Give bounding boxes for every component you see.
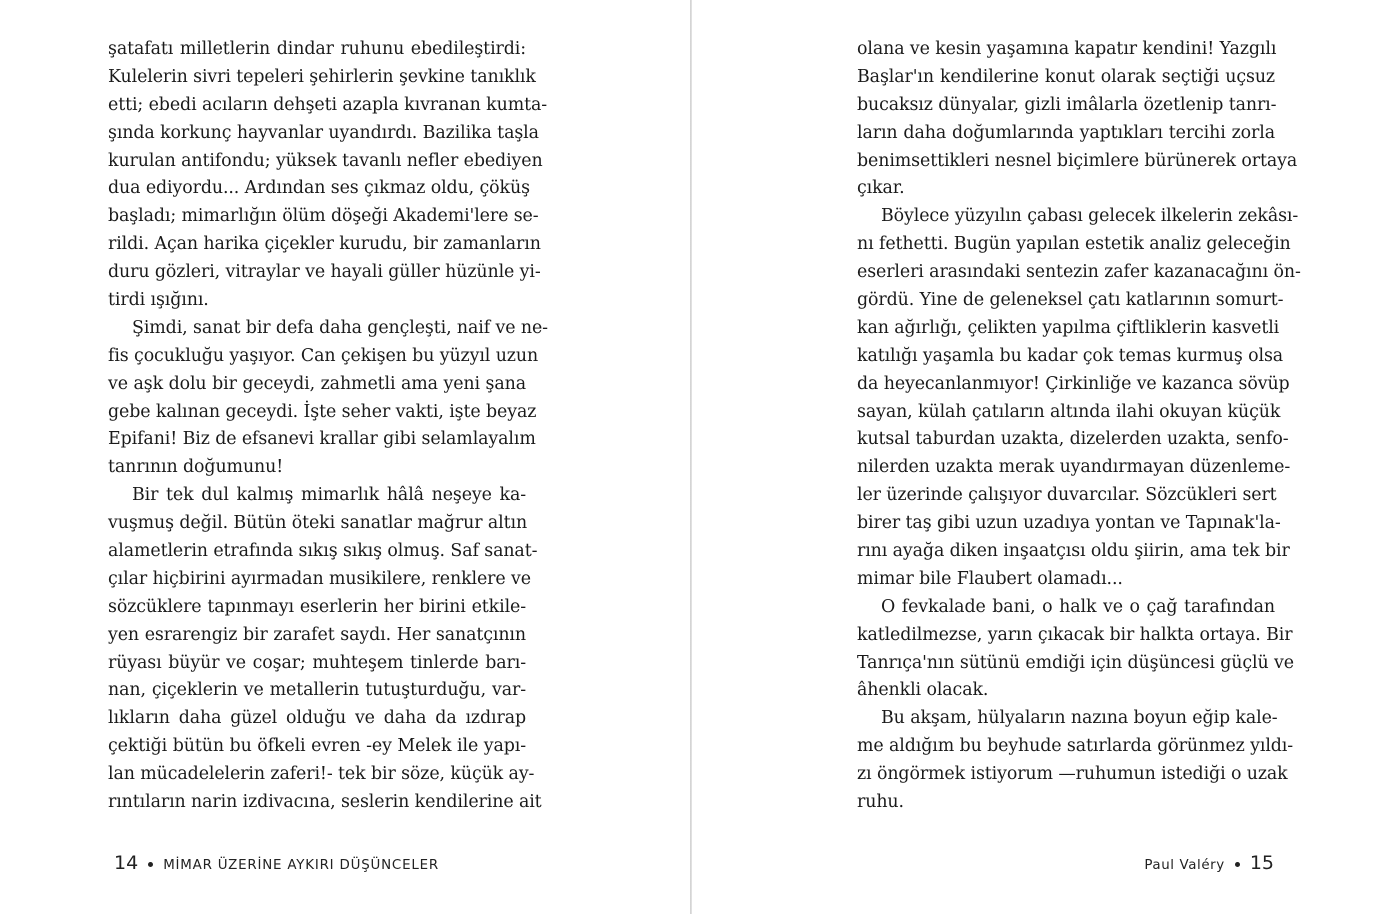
text-line: Şimdi, sanat bir defa daha gençleşti, naif ve ne- xyxy=(132,317,548,338)
bullet-separator-icon xyxy=(1235,862,1240,867)
text-line: çılar hiçbirini ayırmadan musikilere, renklere ve xyxy=(108,568,531,589)
text-line: benimsettikleri nesnel biçimlere bürünerek ortaya xyxy=(857,150,1298,171)
right-page-footer xyxy=(1144,852,1274,874)
text-line: kutsal taburdan uzakta, dizelerden uzakta, senfo- xyxy=(857,429,1289,450)
text-line: zı öngörmek istiyorum —ruhumun istediği o uzak xyxy=(857,764,1288,785)
text-line: O fevkalade bani, o halk ve o çağ tarafından xyxy=(881,596,1275,617)
text-line: rıntıların narin izdivacına, seslerin kendilerine ait xyxy=(108,792,542,813)
running-head-author: Paul Valéry xyxy=(1144,858,1225,873)
bullet-separator-icon xyxy=(148,862,153,867)
text-line: nan, çiçeklerin ve metallerin tutuşturduğu, var- xyxy=(108,680,526,701)
text-line: rüyası büyür ve coşar; muhteşem tinlerde barı- xyxy=(108,652,526,673)
text-line: duru gözleri, vitraylar ve hayali güller hüzünle yi- xyxy=(108,262,541,283)
text-line: olana ve kesin yaşamına kapatır kendini! Yazgılı xyxy=(857,39,1277,59)
text-line: katılığı yaşamla bu kadar çok temas kurmuş olsa xyxy=(857,345,1284,366)
right-page xyxy=(692,0,1380,914)
text-line: sözcüklere tapınmayı eserlerin her birini etkile- xyxy=(108,596,526,617)
text-line: me aldığım bu beyhude satırlarda görünmez yıldı- xyxy=(857,736,1294,757)
text-line: ve aşk dolu bir geceydi, zahmetli ama yeni şana xyxy=(108,373,526,394)
text-line: Epifani! Biz de efsanevi krallar gibi selamlayalım xyxy=(108,429,536,450)
text-line: şatafatı milletlerin dindar ruhunu ebedileştirdi: xyxy=(108,39,526,59)
text-line: tirdi ışığını. xyxy=(108,290,209,311)
text-line: kan ağırlığı, çelikten yapılma çiftliklerin kasvetli xyxy=(857,317,1280,338)
text-line: da heyecanlanmıyor! Çirkinliğe ve kazanca sövüp xyxy=(857,373,1290,394)
text-line: rını ayağa diken inşaatçısı oldu şiirin, ama tek bir xyxy=(857,541,1290,562)
text-line: mimar bile Flaubert olamadı... xyxy=(857,568,1123,589)
text-line: tanrının doğumunu! xyxy=(108,457,284,478)
text-line: birer taş gibi uzun uzadıya yontan ve Tapınak'la- xyxy=(857,513,1281,534)
text-line: nilerden uzakta merak uyandırmayan düzenleme- xyxy=(857,457,1291,478)
text-line: ların daha doğumlarında yaptıkları tercihi zorla xyxy=(857,122,1275,143)
text-line: ruhu. xyxy=(857,792,904,813)
text-line: fis çocukluğu yaşıyor. Can çekişen bu yüzyıl uzun xyxy=(108,345,539,366)
text-line: rildi. Açan harika çiçekler kurudu, bir zamanların xyxy=(108,234,541,255)
text-line: vuşmuş değil. Bütün öteki sanatlar mağrur altın xyxy=(108,513,528,534)
text-line: çıkar. xyxy=(857,178,905,199)
text-line: dua ediyordu... Ardından ses çıkmaz oldu, çöküş xyxy=(108,178,530,199)
text-line: gördü. Yine de geleneksel çatı katlarının somurt- xyxy=(857,290,1284,311)
left-page-footer xyxy=(114,852,439,874)
text-line: lıkların daha güzel olduğu ve daha da ızdırap xyxy=(108,708,526,729)
page-number: 14 xyxy=(114,852,139,874)
text-line: sayan, külah çatıların altında ilahi okuyan küçük xyxy=(857,401,1281,422)
text-line: yen esrarengiz bir zarafet saydı. Her sanatçının xyxy=(108,624,526,645)
text-line: ler üzerinde çalışıyor duvarcılar. Sözcükleri sert xyxy=(857,485,1277,506)
text-line: Bir tek dul kalmış mimarlık hâlâ neşeye ka- xyxy=(132,485,526,506)
text-line: başladı; mimarlığın ölüm döşeği Akademi'lere se- xyxy=(108,206,539,227)
text-line: şında korkunç hayvanlar uyandırdı. Bazilika taşla xyxy=(108,122,539,143)
text-line: nı fethetti. Bugün yapılan estetik analiz geleceğin xyxy=(857,234,1291,255)
text-line: alametlerin etrafında sıkış sıkış olmuş. Saf sanat- xyxy=(108,541,538,562)
text-line: lan mücadelelerin zaferi!- tek bir söze, küçük ay- xyxy=(108,764,535,785)
text-line: Kulelerin sivri tepeleri şehirlerin şevkine tanıklık xyxy=(108,66,536,87)
text-line: bucaksız dünyalar, gizli imâlarla özetlenip tanrı- xyxy=(857,94,1277,115)
text-line: katledilmezse, yarın çıkacak bir halkta ortaya. Bir xyxy=(857,624,1293,645)
text-line: etti; ebedi acıların dehşeti azapla kıvranan kumta- xyxy=(108,94,548,115)
text-line: eserleri arasındaki sentezin zafer kazanacağını ön- xyxy=(857,262,1301,283)
right-page-text xyxy=(857,36,1301,817)
text-line: Başlar'ın kendilerine konut olarak seçtiği uçsuz xyxy=(857,66,1275,87)
text-line: Tanrıça'nın sütünü emdiği için düşüncesi güçlü ve xyxy=(857,652,1294,673)
left-page-text xyxy=(108,36,548,817)
text-line: âhenkli olacak. xyxy=(857,680,989,701)
running-head: MİMAR ÜZERİNE AYKIRI DÜŞÜNCELER xyxy=(163,858,439,873)
text-line: kurulan antifondu; yüksek tavanlı nefler ebediyen xyxy=(108,150,543,171)
text-line: Böylece yüzyılın çabası gelecek ilkelerin zekâsı- xyxy=(881,206,1299,227)
page-number: 15 xyxy=(1249,852,1274,874)
text-line: Bu akşam, hülyaların nazına boyun eğip kale- xyxy=(881,708,1278,729)
text-line: çektiği bütün bu öfkeli evren -ey Melek ile yapı- xyxy=(108,736,526,757)
text-line: gebe kalınan geceydi. İşte seher vakti, işte beyaz xyxy=(108,401,537,422)
